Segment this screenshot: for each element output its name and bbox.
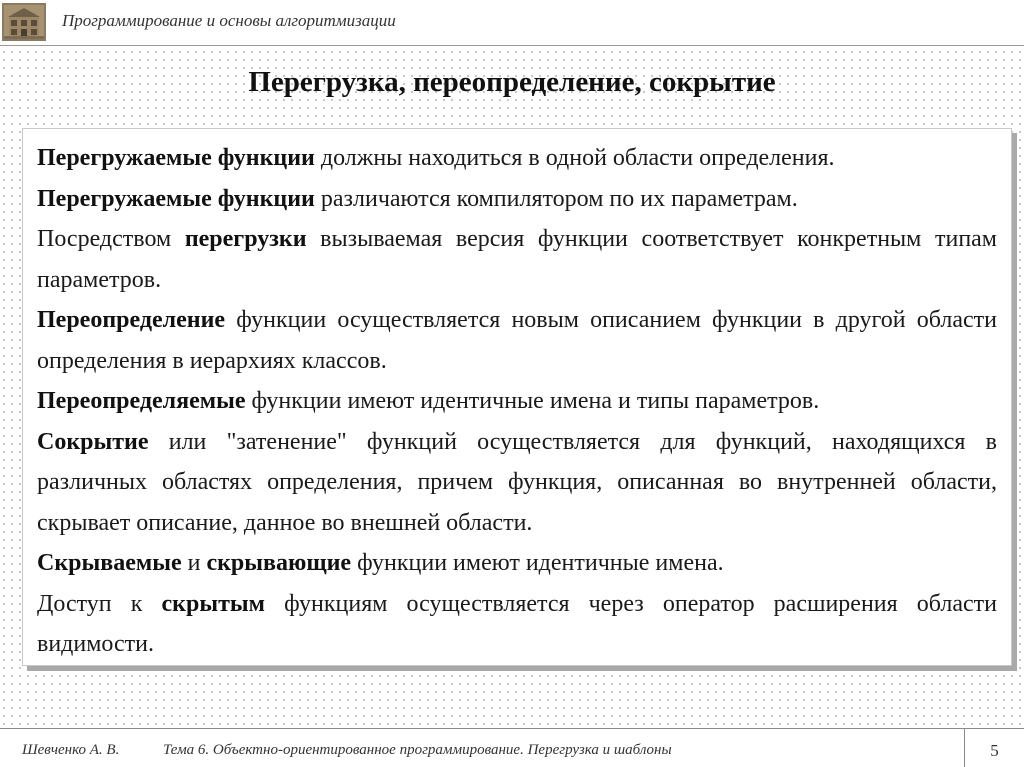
paragraph-text: функции осуществляется новым описанием функции в другой области определения в иерархиях классов. [37, 307, 997, 374]
term-bold: Переопределение [37, 307, 226, 333]
content-text [37, 138, 997, 665]
term-bold: скрытым [161, 590, 265, 617]
paragraph-5 [37, 381, 997, 422]
term-bold: Сокрытие [37, 428, 149, 455]
term-bold: Переопределяемые [37, 388, 246, 414]
paragraph-text: должны находиться в одной области определения. [314, 145, 835, 171]
paragraph-1 [37, 138, 997, 179]
term-bold: Скрываемые [37, 550, 182, 576]
paragraph-text: функции имеют идентичные имена и типы параметров. [245, 388, 820, 414]
term-bold: скрывающие [206, 550, 352, 576]
paragraph-4 [37, 300, 997, 381]
page-number: 5 [990, 741, 999, 760]
term-bold: перегрузки [184, 226, 307, 252]
paragraph-2 [37, 179, 997, 220]
paragraph-7 [37, 543, 997, 584]
content-panel [22, 128, 1012, 666]
paragraph-8 [37, 584, 997, 665]
paragraph-3 [37, 219, 997, 300]
footer-author: Шевченко А. В. [22, 742, 120, 758]
paragraph-6 [37, 422, 997, 544]
header-bar [0, 0, 1024, 46]
term-bold: Перегружаемые функции [37, 185, 315, 212]
footer-topic: Тема 6. Объектно-ориентированное программирование. Перегрузка и шаблоны [163, 742, 672, 758]
paragraph-text: Доступ к [37, 590, 162, 617]
paragraph-text: различаются компилятором по их параметрам. [314, 185, 798, 212]
term-bold: Перегружаемые функции [37, 145, 315, 171]
footer-bar [0, 728, 1024, 767]
paragraph-text: и [181, 550, 207, 576]
paragraph-text: Посредством [37, 226, 185, 252]
stone-castle-icon [2, 3, 46, 41]
paragraph-text: функции имеют идентичные имена. [351, 550, 724, 576]
paragraph-text: вызываемая версия функции соответствует конкретным типам параметров. [37, 226, 997, 293]
paragraph-text: или "затенение" функций осуществляется для функций, находящихся в различных областях определения, причем функция, описанная во внутренней области, скрывает описание, данное во внешней области. [37, 428, 997, 536]
slide-title: Перегрузка, переопределение, сокрытие [248, 66, 776, 98]
paragraph-text: функциям осуществляется через оператор расширения области видимости. [37, 590, 998, 657]
course-title: Программирование и основы алгоритмизации [62, 11, 396, 30]
